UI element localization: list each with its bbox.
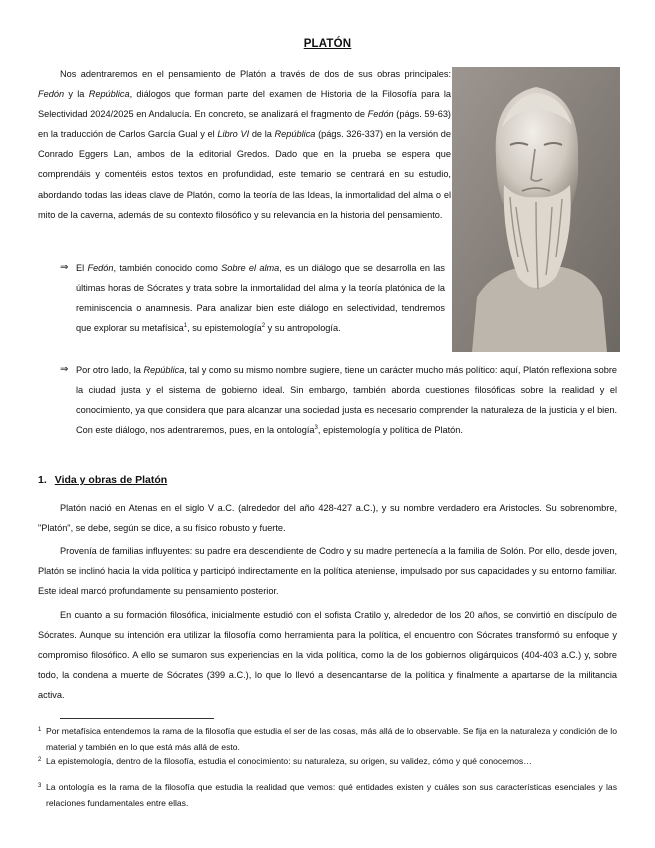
bullet-republica — [60, 360, 617, 440]
intro-text: Nos adentraremos en el pensamiento de Platón a través de dos de sus obras principales: — [60, 69, 451, 79]
footnote-ref[interactable]: 1 — [183, 323, 188, 330]
body-paragraph: Provenía de familias influyentes: su padre era descendiente de Codro y su madre pertenecía a la familia de Solón. Por ello, desde joven, Platón se inclinó hacia la vida política y participó indirectamente en la política ateniense, impulsado por sus capacidades y su entorno familiar. Este ideal marcó profundamente su pensamiento posterior. — [38, 546, 617, 597]
bullet-text-run: El — [76, 263, 88, 273]
bullet-text-run: , también conocido como — [113, 263, 222, 273]
footnote-mark: 2 — [38, 757, 42, 763]
intro-italic: Libro VI — [217, 129, 250, 140]
intro-text: , diálogos que forman parte del examen de Historia de la Filosofía para la Selectividad 2024/2025 en Andalucía. En concreto, se analizará el fragmento de — [38, 89, 452, 120]
arrow-icon: ⇒ — [60, 262, 69, 273]
footnote-mark: 1 — [38, 727, 42, 733]
bullet-text-run: , es un diálogo que se desarrolla en las últimas horas de Sócrates y trata sobre la inmortalidad del alma y la teoría platónica de la reminiscencia o anamnesis. Para analizar bien este diálogo en selectividad, tendremos que explorar su metafísica — [76, 263, 445, 334]
plato-bust-image — [452, 67, 620, 352]
footnote — [38, 780, 617, 811]
footnote-mark: 3 — [38, 783, 42, 789]
bullet-text-run: Por otro lado, la — [76, 365, 144, 375]
section-title: Vida y obras de Platón — [54, 474, 168, 486]
bullet-text-run: , su epistemología — [187, 323, 262, 334]
footnote-divider — [60, 718, 214, 719]
page-title: PLATÓN — [303, 38, 352, 50]
intro-text: (págs. 326-337) en la versión de Conrado Eggers Lan, ambos de la editorial Gredos. Dado que en la prueba se espera que comprendáis y comentéis estos textos en profundidad, este temario se centrará en su estudio, abordando todas las ideas clave de Platón, como la teoría de las Ideas, la inmortalidad del alma o el mito de la caverna, además de su contexto filosófico y su relevancia en la historia del pensamiento. — [38, 129, 451, 220]
intro-italic: Fedón — [38, 89, 65, 100]
intro-paragraph — [38, 64, 451, 225]
intro-italic: Fedón — [367, 109, 394, 120]
bullet-text-run: y su antropología. — [265, 323, 341, 334]
bullet-text-run: , tal y como su mismo nombre sugiere, tiene un carácter mucho más político: aquí, Platón reflexiona sobre la ciudad justa y el sistema de gobierno ideal. Sin embargo, también aborda cuestiones filosóficas sobre la realidad y el conocimiento, ya que considera que para alcanzar una sociedad justa es necesario comprender la naturaleza de la justicia y el bien. Con este diálogo, nos adentraremos, pues, en la ontología — [76, 365, 617, 436]
arrow-icon: ⇒ — [60, 364, 69, 375]
intro-text: y la — [64, 89, 89, 100]
body-paragraph: Platón nació en Atenas en el siglo V a.C. (alrededor del año 428-427 a.C.), y su nombre verdadero era Aristocles. Su sobrenombre, "Platón", se debe, según se dice, a su físico robusto y fuerte. — [38, 503, 617, 534]
footnote-text: La ontología es la rama de la filosofía que estudia la realidad que vemos: qué entidades existen y cuáles son sus características esenciales y las relaciones fundamentales entre ellas. — [46, 782, 617, 808]
footnote-text: Por metafísica entendemos la rama de la filosofía que estudia el ser de las cosas, más allá de lo observable. Se fija en la naturaleza y condición de lo material y también en lo que está más allá de esto. — [46, 726, 617, 752]
bullet-text-run: , epistemología y política de Platón. — [317, 425, 463, 436]
section-number: 1. — [38, 474, 47, 486]
intro-italic: República — [88, 89, 130, 100]
bullet-italic: República — [143, 365, 185, 375]
plato-bust-illustration — [452, 67, 620, 352]
body-paragraph: En cuanto a su formación filosófica, inicialmente estudió con el sofista Cratilo y, alrededor de los 20 años, se convirtió en discípulo de Sócrates. Aunque su intención era utilizar la filosofía como herramienta para la política, el encuentro con Sócrates transformó su enfoque y compromiso filosófico. A ello se sumaron sus experiencias en la vida política, como la de los gobiernos oligárquicos (404-403 a.C.) y, sobre todo, la condena a muerte de Sócrates (399 a.C.), lo que lo llevó a desencantarse de la política y finalmente a apartarse de la militancia activa. — [38, 610, 617, 701]
footnote — [38, 724, 617, 755]
bullet-text — [76, 258, 445, 338]
intro-italic: República — [274, 129, 316, 140]
footnote-ref[interactable]: 2 — [261, 323, 266, 330]
section-heading — [38, 474, 167, 486]
footnote-text: La epistemología, dentro de la filosofía, estudia el conocimiento: su naturaleza, su origen, su validez, cómo y qué conocemos… — [46, 756, 532, 766]
footnote-ref[interactable]: 3 — [314, 425, 318, 432]
intro-text: de la — [249, 129, 275, 140]
footnote — [38, 754, 617, 770]
bullet-fedon — [60, 258, 445, 338]
bullet-text — [76, 360, 617, 440]
bullet-italic: Sobre el alma — [221, 263, 280, 273]
intro-text: (págs. 59-63) en la traducción de Carlos García Gual y el — [38, 109, 451, 140]
bullet-italic: Fedón — [87, 263, 114, 273]
